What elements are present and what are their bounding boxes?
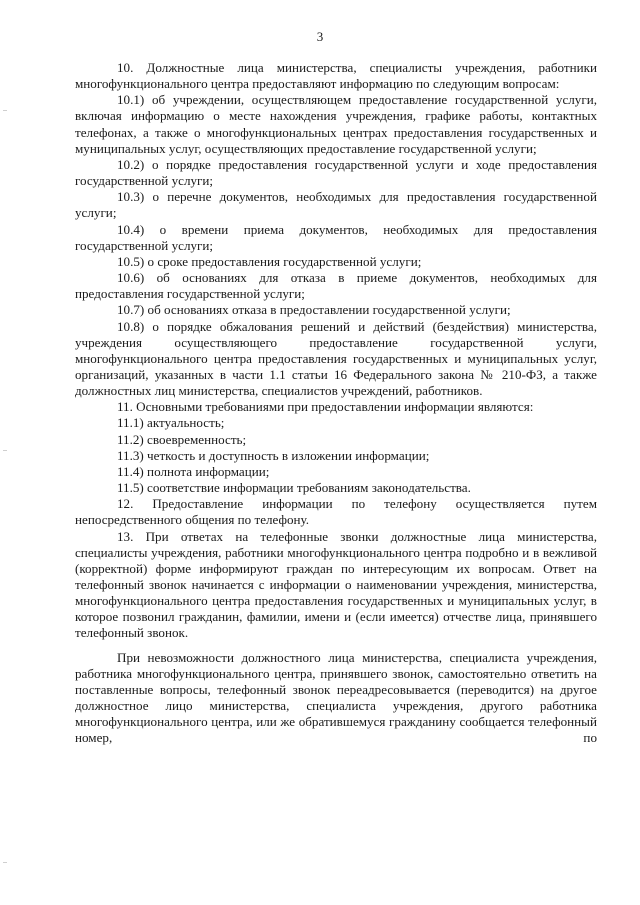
paragraph-10-7: 10.7) об основаниях отказа в предоставлении государственной услуги; — [117, 302, 511, 318]
paragraph-10-1: 10.1) об учреждении, осуществляющем предоставление государственной услуги, включая информацию о месте нахождения учреждения, графике работы, контактных телефонах, а также о многофункциональных центрах предоставления государственных и муниципальных услуг, осуществляющих предоставление государственной услуги; — [75, 92, 597, 156]
paragraph-11: 11. Основными требованиями при предоставлении информации являются: — [117, 399, 534, 415]
paragraph-10-2: 10.2) о порядке предоставления государственной услуги и ходе предоставления государственной услуги; — [75, 156, 597, 189]
paragraph-11-2: 11.2) своевременность; — [117, 431, 247, 447]
paragraph-10-4: 10.4) о времени приема документов, необходимых для предоставления государственной услуги; — [75, 221, 597, 253]
paragraph-12: 12. Предоставление информации по телефону осуществляется путем непосредственного общения по телефону. — [75, 496, 597, 528]
margin-mark — [3, 110, 7, 111]
document-body — [75, 60, 597, 747]
paragraph-11-5: 11.5) соответствие информации требованиям законодательства. — [117, 480, 471, 496]
paragraph-10-3: 10.3) о перечне документов, необходимых для предоставления государственной услуги; — [75, 189, 597, 221]
paragraph-11-4: 11.4) полнота информации; — [117, 463, 270, 479]
paragraph-10-6: 10.6) об основаниях для отказа в приеме документов, необходимых для предоставления государственной услуги; — [75, 270, 597, 302]
paragraph-11-1: 11.1) актуальность; — [117, 415, 225, 431]
paragraph-10: 10. Должностные лица министерства, специалисты учреждения, работники многофункционального центра предоставляют информацию по следующим вопросам: — [75, 60, 597, 92]
paragraph-10-5: 10.5) о сроке предоставления государственной услуги; — [117, 253, 422, 269]
paragraph-13: 13. При ответах на телефонные звонки должностные лица министерства, специалисты учреждения, работники многофункционального центра подробно и в вежливой (корректной) форме информируют граждан по интересующим их вопросам. Ответ на телефонный звонок начинается с информации о наименовании учреждения, министерства, многофункционального центра предоставления государственных и муниципальных услуг, в которое позвонил гражданин, фамилии, имени и (если имеется) отчестве лица, принявшего телефонный звонок. — [75, 528, 597, 641]
paragraph-13-continuation: При невозможности должностного лица министерства, специалиста учреждения, работника многофункционального центра, принявшего звонок, самостоятельно ответить на поставленные вопросы, телефонный звонок переадресовывается (переводится) на другое должностное лицо министерства, специалиста учреждения, другого работника многофункционального центра, или же обратившемуся гражданину сообщается телефонный номер, по — [75, 649, 597, 746]
paragraph-10-8: 10.8) о порядке обжалования решений и действий (бездействия) министерства, учреждения осуществляющего предоставление государственной услуги, многофункционального центра предоставления государственных и муниципальных услуг, организаций, указанных в части 1.1 статьи 16 Федерального закона № 210-ФЗ, а также должностных лиц министерства, специалистов учреждений, работников. — [75, 318, 597, 399]
page-number: 3 — [316, 29, 324, 44]
margin-mark — [3, 862, 7, 863]
paragraph-11-3: 11.3) четкость и доступность в изложении информации; — [117, 447, 430, 463]
margin-mark — [3, 450, 7, 451]
